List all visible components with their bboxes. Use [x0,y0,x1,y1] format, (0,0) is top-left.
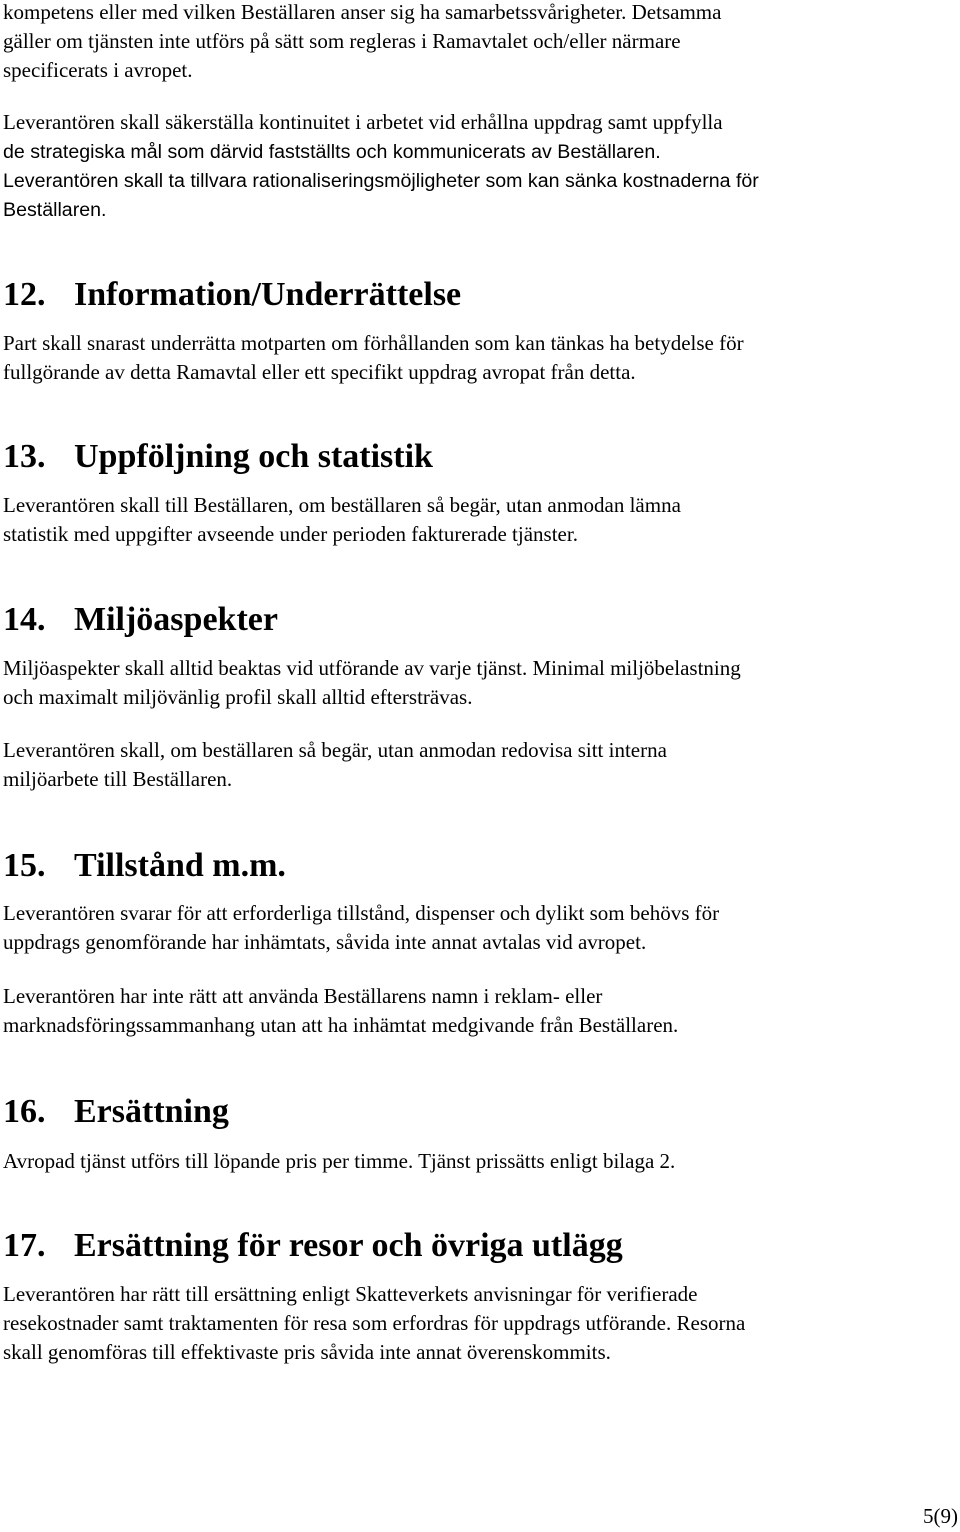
intro-p2-line-3: Leverantören skall ta tillvara rationaliseringsmöjligheter som kan sänka kostnaderna för [3,170,759,192]
intro-p1-line-3: specificerats i avropet. [3,58,193,82]
section-14-heading [3,600,278,640]
section-title: Ersättning för resor och övriga utlägg [74,1227,623,1264]
section-title: Tillstånd m.m. [74,847,286,884]
section-title: Miljöaspekter [74,601,278,638]
section-17-heading [3,1226,623,1266]
section-17-line-3: skall genomföras till effektivaste pris såvida inte annat överenskommits. [3,1340,611,1364]
section-16-line-1: Avropad tjänst utförs till löpande pris per timme. Tjänst prissätts enligt bilaga 2. [3,1149,676,1173]
section-number: 15. [3,847,46,884]
section-number: 14. [3,601,46,638]
page-number: 5(9) [923,1504,958,1528]
section-14-p1-line-2: och maximalt miljövänlig profil skall alltid eftersträvas. [3,685,473,709]
section-number: 16. [3,1093,46,1130]
section-14-p2-line-2: miljöarbete till Beställaren. [3,767,233,791]
section-17-line-2: resekostnader samt traktamenten för resa som erfordras för uppdrags utförande. Resorna [3,1311,746,1335]
section-13-heading [3,437,433,477]
intro-p2-line-2: de strategiska mål som därvid fastställts och kommunicerats av Beställaren. [3,141,661,163]
section-15-p1-line-2: uppdrags genomförande har inhämtats, såvida inte annat avtalas vid avropet. [3,930,647,954]
section-title: Information/Underrättelse [74,276,462,313]
section-12-line-1: Part skall snarast underrätta motparten om förhållanden som kan tänkas ha betydelse för [3,331,744,355]
section-14-p2-line-1: Leverantören skall, om beställaren så begär, utan anmodan redovisa sitt interna [3,738,667,762]
section-14-p1-line-1: Miljöaspekter skall alltid beaktas vid utförande av varje tjänst. Minimal miljöbelastning [3,656,741,680]
intro-p1-line-2: gäller om tjänsten inte utförs på sätt som regleras i Ramavtalet och/eller närmare [3,29,681,53]
section-12-line-2: fullgörande av detta Ramavtal eller ett specifikt uppdrag avropat från detta. [3,360,636,384]
section-13-line-2: statistik med uppgifter avseende under perioden fakturerade tjänster. [3,522,578,546]
section-title: Ersättning [74,1093,229,1130]
section-13-line-1: Leverantören skall till Beställaren, om beställaren så begär, utan anmodan lämna [3,493,681,517]
section-title: Uppföljning och statistik [74,438,433,475]
intro-p1-line-1: kompetens eller med vilken Beställaren anser sig ha samarbetssvårigheter. Detsamma [3,0,722,24]
section-16-heading [3,1092,229,1132]
intro-p2-line-1: Leverantören skall säkerställa kontinuitet i arbetet vid erhållna uppdrag samt uppfylla [3,110,723,134]
section-15-p1-line-1: Leverantören svarar för att erforderliga tillstånd, dispenser och dylikt som behövs för [3,901,720,925]
section-number: 13. [3,438,46,475]
section-15-heading [3,846,286,886]
intro-p2-line-4: Beställaren. [3,199,107,221]
section-17-line-1: Leverantören har rätt till ersättning enligt Skatteverkets anvisningar för verifierade [3,1282,698,1306]
section-12-heading [3,275,461,315]
section-number: 12. [3,276,46,313]
section-15-p2-line-1: Leverantören har inte rätt att använda Beställarens namn i reklam- eller [3,984,603,1008]
section-15-p2-line-2: marknadsföringssammanhang utan att ha inhämtat medgivande från Beställaren. [3,1013,679,1037]
section-number: 17. [3,1227,46,1264]
